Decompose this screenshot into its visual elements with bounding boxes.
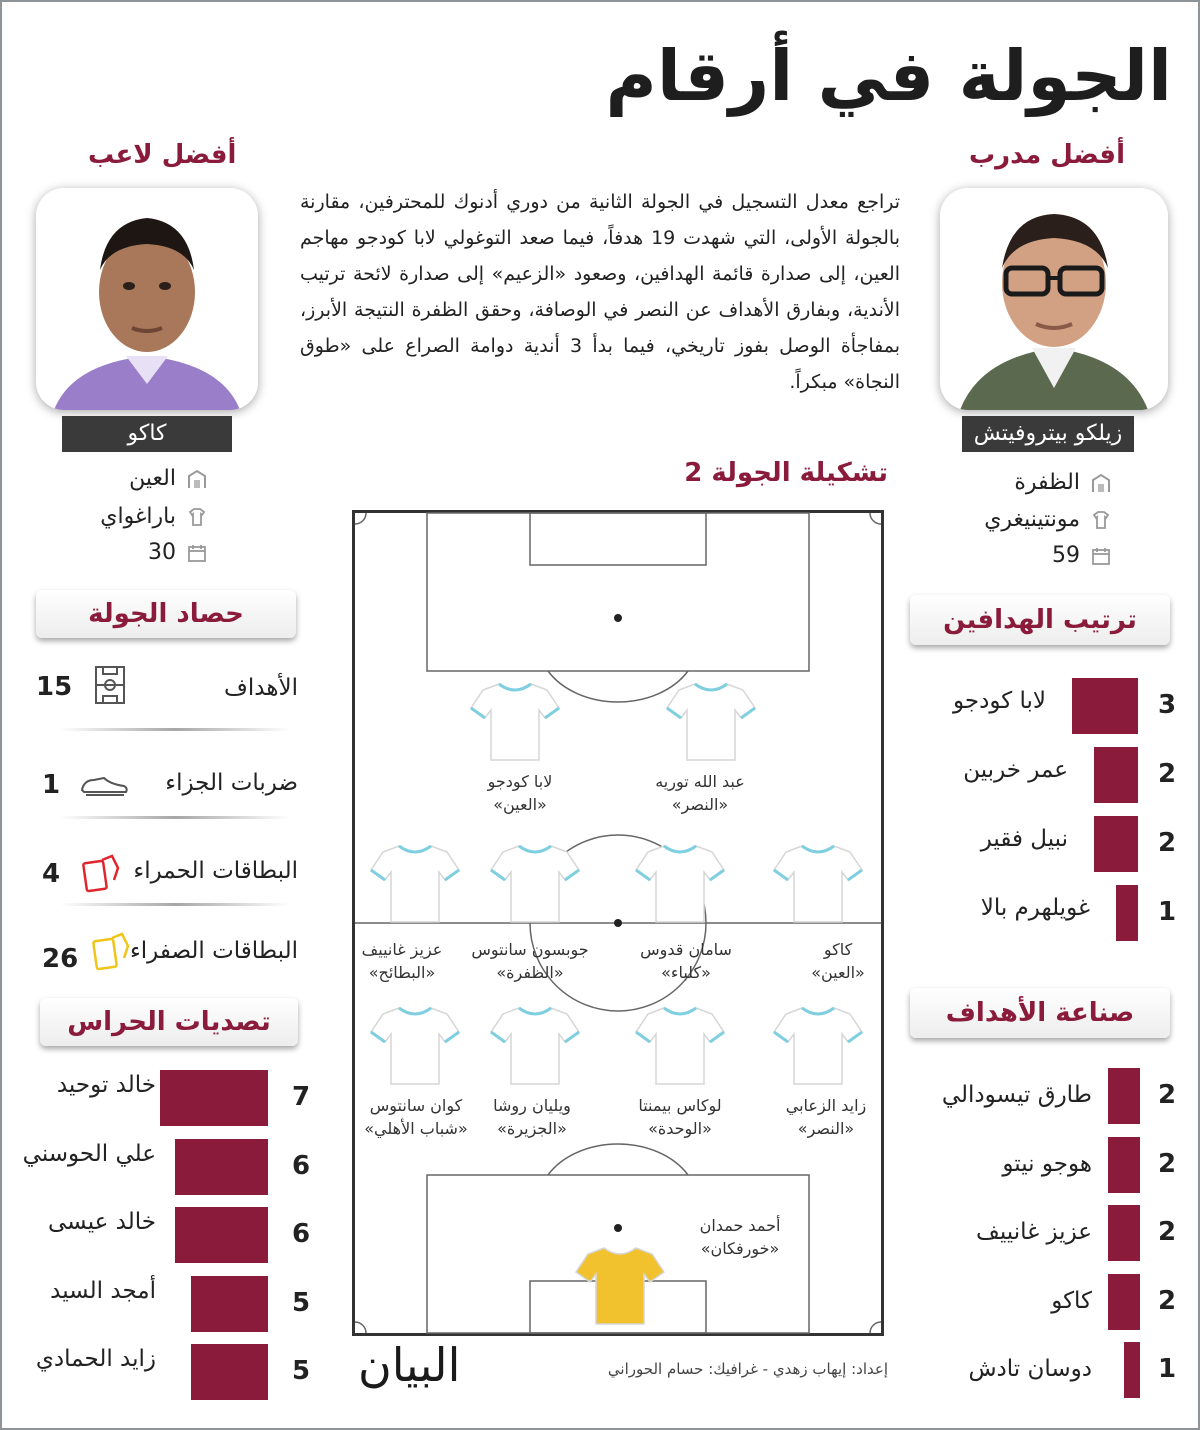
saves-value: 6 [292, 1150, 311, 1181]
saves-bar [160, 1070, 268, 1126]
saves-bar [191, 1344, 268, 1400]
harvest-yellow-value: 26 [42, 944, 79, 974]
scorers-bar [1072, 678, 1138, 734]
page-title: الجولة في أرقام [605, 35, 1172, 117]
scorers-name: لابا كودجو [952, 688, 1046, 714]
harvest-goals-value: 15 [36, 672, 73, 702]
harvest-header [36, 590, 296, 638]
scorers-bar [1094, 747, 1138, 803]
player-name: لوكاس بيمنتا [638, 1096, 722, 1115]
best-coach-photo [940, 188, 1168, 410]
red-card-icon [82, 852, 122, 894]
goalkeeper-kit-icon [574, 1244, 666, 1328]
best-coach-nationality: مونتينيغري [984, 507, 1080, 532]
scorers-name: نبيل فقير [980, 826, 1068, 852]
player-club: «النصر» [671, 795, 729, 814]
player-name: كوان سانتوس [369, 1096, 463, 1115]
harvest-red-label: البطاقات الحمراء [133, 858, 298, 884]
assists-value: 2 [1158, 1148, 1177, 1179]
formation-heading: تشكيلة الجولة 2 [684, 458, 888, 488]
harvest-yellow-label: البطاقات الصفراء [129, 938, 298, 964]
scorers-bar [1094, 816, 1138, 872]
shirt-icon [186, 506, 208, 528]
player-club: «البطائح» [368, 963, 436, 982]
player-kit-icon [634, 842, 726, 926]
assists-name: كاكو [1051, 1287, 1092, 1314]
player-club: «الوحدة» [648, 1119, 712, 1138]
player-club: «خورفكان» [700, 1239, 780, 1258]
stadium-icon [186, 468, 208, 490]
logo: البيان [358, 1338, 461, 1392]
player-name: عبد الله توريه [655, 772, 745, 791]
divider [60, 816, 290, 819]
player-name: زايد الزعابي [785, 1096, 867, 1115]
best-player-age: 30 [148, 540, 176, 565]
player-kit-icon [369, 842, 461, 926]
best-coach-age-row [1052, 543, 1112, 568]
player-name: كاكو [823, 940, 853, 959]
player-club: «النصر» [797, 1119, 855, 1138]
player-kit-icon [772, 842, 864, 926]
player-club: «كلباء» [661, 963, 711, 982]
player-club: «الظفرة» [496, 963, 564, 982]
best-player-name: كاكو [62, 416, 232, 452]
harvest-red-value: 4 [42, 859, 61, 889]
player-club: «العين» [493, 795, 547, 814]
scorers-header [910, 595, 1170, 645]
player-kit-icon [772, 1004, 864, 1088]
assists-bar [1108, 1068, 1140, 1124]
player-kit-icon [369, 1004, 461, 1088]
saves-value: 5 [292, 1356, 311, 1386]
scorers-bar [1116, 885, 1138, 941]
assists-header [910, 988, 1170, 1038]
player-kit-icon [469, 680, 561, 764]
saves-name: خالد توحيد [56, 1072, 156, 1098]
best-coach-club: الظفرة [1014, 470, 1080, 495]
best-coach-name: زيلكو بيتروفيتش [962, 416, 1134, 452]
player-label [440, 770, 600, 816]
best-coach-club-row [1014, 470, 1112, 495]
assists-name: هوجو نيتو [1002, 1150, 1092, 1177]
player-label [758, 938, 918, 984]
player-kit-icon [634, 1004, 726, 1088]
boot-icon [80, 774, 130, 798]
assists-name: دوسان تادش [968, 1356, 1092, 1382]
stadium-icon [1090, 472, 1112, 494]
assists-bar [1108, 1274, 1140, 1330]
assists-name: عزيز غانييف [976, 1219, 1092, 1245]
player-label [746, 1094, 906, 1140]
harvest-penalties-value: 1 [42, 770, 61, 800]
harvest-goals-label: الأهداف [224, 675, 298, 701]
saves-header [40, 998, 298, 1046]
saves-value: 6 [292, 1219, 311, 1249]
yellow-card-icon [92, 930, 132, 972]
player-kit-icon [665, 680, 757, 764]
assists-value: 2 [1158, 1217, 1177, 1247]
best-player-club-row [129, 466, 208, 491]
harvest-penalties-label: ضربات الجزاء [165, 770, 298, 796]
saves-bar [191, 1276, 268, 1332]
player-name: جوبسون سانتوس [471, 940, 589, 959]
best-player-photo [36, 188, 258, 410]
scorers-value: 2 [1158, 759, 1177, 789]
calendar-icon [186, 542, 208, 564]
best-player-club: العين [129, 466, 176, 491]
scorers-heading: ترتيب الهدافين [943, 605, 1137, 635]
scorers-value: 1 [1158, 897, 1177, 927]
intro-paragraph: تراجع معدل التسجيل في الجولة الثانية من دوري أدنوك للمحترفين، مقارنة بالجولة الأولى، التي شهدت 19 هدفاً، فيما صعد التوغولي لابا كودجو مهاجم العين، إلى صدارة قائمة الهدافين، وصعود «الزعيم» إلى صدارة لائحة ترتيب الأندية، وبفارق الأهداف عن النصر في الوصافة، وحقق الظفرة النتيجة الأبرز، بمفاجأة الوصل بفوز تاريخي، فيما بدأ 3 أندية دوامة الصراع على «طوق النجاة» مبكراً. [300, 191, 900, 393]
shirt-icon [1090, 509, 1112, 531]
player-name: عزيز غانييف [361, 940, 443, 959]
scorers-value: 2 [1158, 828, 1177, 858]
player-name: أحمد حمدان [699, 1216, 781, 1235]
saves-name: خالد عيسى [48, 1209, 156, 1235]
assists-value: 1 [1158, 1354, 1177, 1384]
coach-portrait-icon [940, 188, 1168, 410]
player-name: ويليان روشا [493, 1096, 571, 1115]
player-name: لابا كودجو [487, 772, 553, 791]
player-club: «شباب الأهلي» [364, 1119, 468, 1138]
best-coach-heading: أفضل مدرب [968, 140, 1125, 170]
player-label [660, 1214, 820, 1260]
scorers-name: عمر خربين [963, 757, 1068, 783]
scorers-value: 3 [1158, 690, 1177, 720]
assists-heading: صناعة الأهداف [945, 998, 1135, 1028]
best-coach-nationality-row [984, 507, 1112, 532]
divider [60, 728, 290, 731]
saves-name: علي الحوسني [22, 1140, 156, 1167]
player-label [452, 1094, 612, 1140]
best-coach-age: 59 [1052, 543, 1080, 568]
saves-value: 5 [292, 1287, 311, 1318]
player-club: «العين» [811, 963, 865, 982]
saves-name: أمجد السيد [50, 1277, 156, 1304]
best-player-heading: أفضل لاعب [88, 140, 237, 170]
best-player-nationality-row [100, 504, 208, 529]
saves-value: 7 [292, 1082, 311, 1112]
player-label [450, 938, 610, 984]
best-player-age-row [148, 540, 208, 565]
saves-heading: تصديات الحراس [67, 1007, 271, 1037]
calendar-icon [1090, 545, 1112, 567]
divider [60, 903, 290, 906]
best-player-nationality: باراغواي [100, 504, 176, 529]
player-club: «الجزيرة» [497, 1119, 567, 1138]
assists-bar [1108, 1137, 1140, 1193]
player-name: سامان قدوس [640, 940, 732, 959]
player-label [620, 770, 780, 816]
saves-bar [175, 1139, 268, 1195]
saves-bar [175, 1207, 268, 1263]
assists-value: 2 [1158, 1285, 1177, 1316]
player-portrait-icon [36, 188, 258, 410]
assists-name: طارق تيسودالي [941, 1082, 1092, 1108]
assists-value: 2 [1158, 1080, 1177, 1110]
assists-bar [1108, 1205, 1140, 1261]
credits: إعداد: إيهاب زهدي - غرافيك: حسام الحوراني [607, 1360, 888, 1378]
harvest-heading: حصاد الجولة [88, 599, 244, 629]
player-label [600, 1094, 760, 1140]
player-kit-icon [489, 1004, 581, 1088]
player-label [606, 938, 766, 984]
player-kit-icon [489, 842, 581, 926]
pitch-icon [94, 665, 126, 705]
scorers-name: غويلهرم بالا [980, 895, 1090, 921]
saves-name: زايد الحمادي [35, 1346, 156, 1372]
assists-bar [1124, 1342, 1140, 1398]
